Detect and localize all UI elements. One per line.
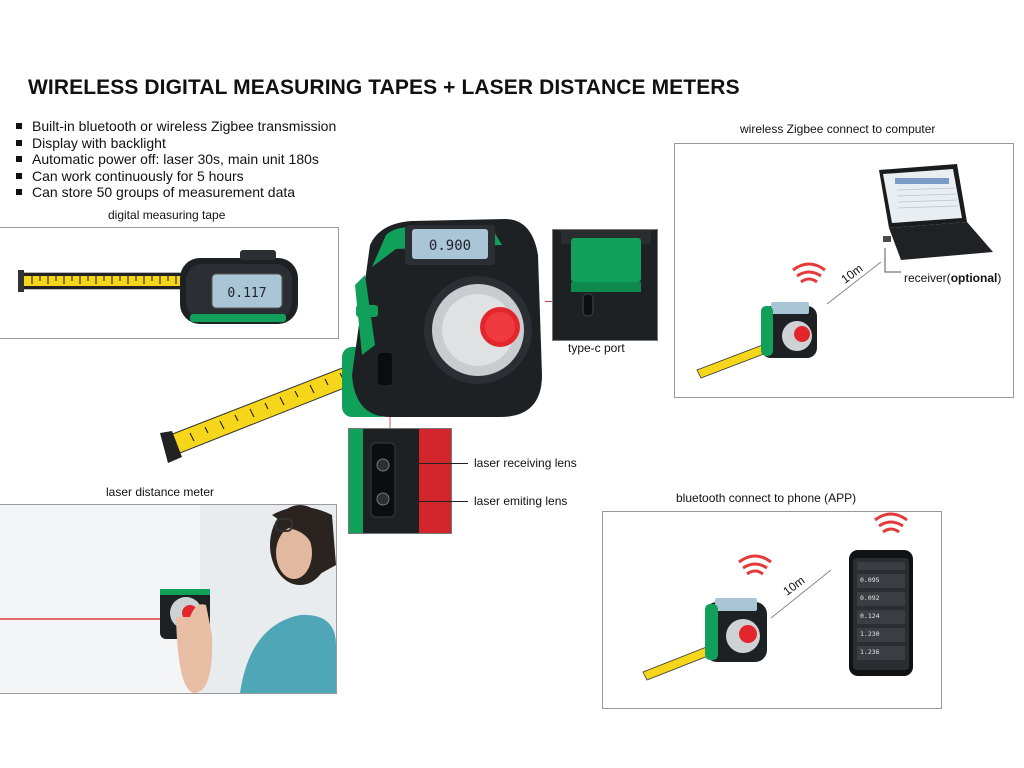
- laser-receiving-caption: laser receiving lens: [474, 456, 577, 470]
- main-device-display-value: 0.900: [428, 238, 472, 254]
- feature-item: Built-in bluetooth or wireless Zigbee transmission: [14, 118, 336, 135]
- receiver-label: receiver(: [904, 271, 951, 285]
- lens-detail-panel: [348, 428, 452, 534]
- type-c-detail-panel: [552, 229, 658, 341]
- feature-item: Can work continuously for 5 hours: [14, 168, 336, 185]
- phone-reading-list: [857, 574, 905, 664]
- receiver-optional-label: optional: [950, 271, 998, 285]
- lens-detail-illustration: [349, 429, 451, 533]
- small-tape-display-value: 0.117: [227, 286, 267, 301]
- laser-meter-caption: laser distance meter: [106, 485, 215, 499]
- receiving-lens-pointer: [396, 463, 468, 464]
- bluetooth-caption: bluetooth connect to phone (APP): [676, 491, 857, 505]
- receiver-suffix: ): [997, 271, 1002, 285]
- phone-reading[interactable]: 1.230: [857, 628, 905, 642]
- laser-meter-illustration: [0, 505, 336, 693]
- zigbee-caption: wireless Zigbee connect to computer: [740, 122, 936, 136]
- digital-tape-caption: digital measuring tape: [108, 208, 226, 222]
- page-title: WIRELESS DIGITAL MEASURING TAPES + LASER DISTANCE METERS: [28, 76, 740, 99]
- phone-reading[interactable]: 1.236: [857, 646, 905, 660]
- feature-item: Can store 50 groups of measurement data: [14, 184, 336, 201]
- phone-reading[interactable]: 0.124: [857, 610, 905, 624]
- bluetooth-distance: 10m: [780, 573, 808, 599]
- feature-list: [14, 118, 336, 201]
- type-c-caption: type-c port: [568, 341, 625, 355]
- phone-reading[interactable]: 0.095: [857, 574, 905, 588]
- phone-reading[interactable]: 0.092: [857, 592, 905, 606]
- emitting-lens-pointer: [396, 501, 468, 502]
- zigbee-distance: 10m: [838, 261, 866, 287]
- feature-item: Display with backlight: [14, 135, 336, 152]
- feature-item: Automatic power off: laser 30s, main unit 180s: [14, 151, 336, 168]
- receiver-caption: [904, 271, 1001, 285]
- laser-meter-panel: [0, 504, 337, 694]
- laser-emitting-caption: laser emiting lens: [474, 494, 568, 508]
- type-c-port-illustration: [553, 230, 657, 340]
